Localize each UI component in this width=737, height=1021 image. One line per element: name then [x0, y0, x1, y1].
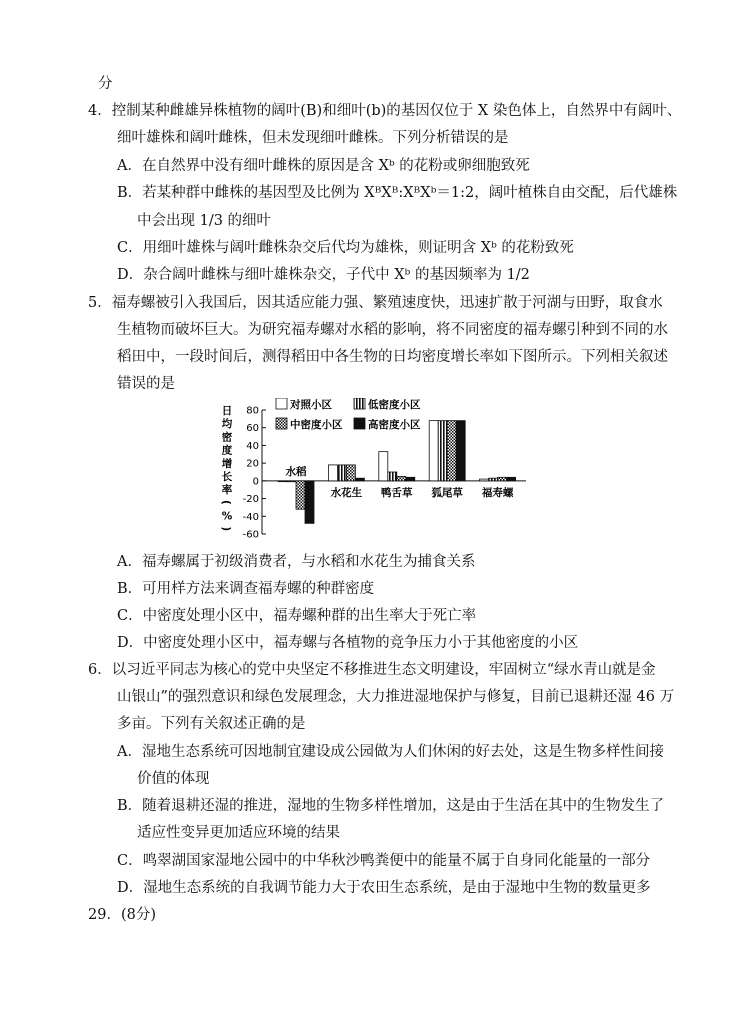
text-line: 山银山”的强烈意识和绿色发展理念，大力推进湿地保护与修复，目前已退耕还湿 46 万 [117, 689, 675, 705]
y-axis-label-char: 日 [221, 405, 233, 417]
y-axis-label-char: 密 [221, 431, 233, 444]
bar [438, 421, 447, 481]
text-line: 生植物而破坏巨大。为研究福寿螺对水稻的影响，将不同密度的福寿螺引种到不同的水 [117, 322, 668, 338]
y-tick-label: -20 [242, 494, 259, 506]
bar [346, 465, 355, 481]
legend-label: 中密度小区 [290, 419, 343, 431]
text-line: 错误的是 [117, 376, 175, 392]
bar [328, 465, 337, 481]
option-b: B．若某种群中雌株的基因型及比例为 XᴮXᴮ:XᴮXᵇ＝1:2，阔叶植株自由交配，后代雄株 [117, 185, 678, 201]
y-axis-label-char: 率 [221, 484, 233, 497]
option-a: A．在自然界中没有细叶雌株的原因是含 Xᵇ 的花粉或卵细胞致死 [117, 158, 530, 174]
option-c: C．鸣翠湖国家湿地公园中的中华秋沙鸭粪便中的能量不属于自身同化能量的一部分 [117, 853, 651, 869]
bar [278, 481, 287, 482]
bar [305, 481, 314, 524]
legend-swatch [354, 418, 365, 429]
bar [429, 421, 438, 481]
category-label: 水稻 [285, 465, 307, 478]
option-c: C．中密度处理小区中，福寿螺种群的出生率大于死亡率 [117, 608, 477, 624]
y-axis-label-char: ) [220, 526, 232, 532]
legend-swatch [276, 418, 287, 429]
text-line: 稻田中，一段时间后，测得稻田中各生物的日均密度增长率如下图所示。下列相关叙述 [117, 349, 668, 365]
option-a: A．福寿螺属于初级消费者，与水稻和水花生为捕食关系 [117, 554, 476, 570]
legend-swatch [354, 398, 365, 409]
bar [287, 481, 296, 482]
question-4-stem: 4．控制某种雌雄异株植物的阔叶(B)和细叶(b)的基因仅位于 X 染色体上，自然界中有阔叶、 [88, 103, 682, 119]
text-line: 中会出现 1/3 的细叶 [137, 213, 272, 229]
bar [456, 421, 465, 481]
chart-svg [218, 398, 530, 546]
text-line: 适应性变异更加适应环境的结果 [137, 825, 340, 841]
bar [489, 478, 498, 481]
text-line: 细叶雄株和阔叶雌株，但未发现细叶雌株。下列分析错误的是 [117, 130, 509, 146]
legend-label: 对照小区 [290, 399, 332, 411]
category-label: 水花生 [330, 486, 363, 499]
legend-label: 高密度小区 [368, 419, 421, 431]
option-c: C．用细叶雄株与阔叶雌株杂交后代均为雄株，则证明含 Xᵇ 的花粉致死 [117, 240, 574, 256]
bar [388, 472, 397, 481]
y-axis-label-char: 均 [221, 418, 233, 431]
y-tick-label: -60 [242, 529, 259, 541]
y-tick-label: 0 [252, 476, 259, 488]
bar [397, 476, 406, 480]
y-axis-label-char: 长 [221, 471, 233, 483]
option-d: D．杂合阔叶雌株与细叶雄株杂交，子代中 Xᵇ 的基因频率为 1/2 [117, 267, 530, 283]
legend-label: 低密度小区 [368, 399, 421, 411]
question-29-heading: 29．(8分) [88, 907, 156, 923]
growth-rate-chart [218, 398, 530, 546]
bar [498, 477, 507, 481]
y-axis-label-char: 度 [221, 444, 233, 457]
y-tick-label: -40 [242, 511, 259, 523]
y-tick-label: 80 [246, 405, 259, 417]
option-a: A．湿地生态系统可因地制宜建设成公园做为人们休闲的好去处，这是生物多样性间接 [117, 744, 664, 760]
bar [355, 478, 364, 481]
bar [379, 452, 388, 481]
option-d: D．中密度处理小区中，福寿螺与各植物的竞争压力小于其他密度的小区 [117, 635, 579, 651]
category-label: 鸭舌草 [381, 486, 413, 499]
bar [447, 421, 456, 481]
legend-swatch [276, 398, 287, 409]
category-label: 狐尾草 [431, 486, 463, 499]
question-5-stem: 5．福寿螺被引入我国后，因其适应能力强、繁殖速度快，迅速扩散于河湖与田野，取食水 [88, 295, 663, 311]
y-tick-label: 40 [246, 440, 259, 452]
bar [406, 477, 415, 481]
bar [296, 481, 305, 509]
category-label: 福寿螺 [481, 486, 514, 499]
text-line: 价值的体现 [137, 771, 210, 787]
option-b: B．可用样方法来调查福寿螺的种群密度 [117, 581, 375, 597]
y-tick-label: 60 [246, 423, 259, 435]
text-line: 分 [98, 76, 113, 92]
bar [337, 465, 346, 481]
y-axis-label-char: ( [220, 499, 232, 505]
y-axis-label-char: % [221, 510, 233, 523]
question-6-stem: 6．以习近平同志为核心的党中央坚定不移推进生态文明建设，牢固树立“绿水青山就是金 [88, 662, 656, 678]
bar [507, 477, 516, 481]
option-d: D．湿地生态系统的自我调节能力大于农田生态系统，是由于湿地中生物的数量更多 [117, 880, 651, 896]
y-tick-label: 20 [246, 458, 259, 470]
text-line: 多亩。下列有关叙述正确的是 [117, 716, 306, 732]
option-b: B．随着退耕还湿的推进，湿地的生物多样性增加，这是由于生活在其中的生物发生了 [117, 798, 665, 814]
bar [480, 479, 489, 481]
y-axis-label-char: 增 [221, 457, 233, 470]
